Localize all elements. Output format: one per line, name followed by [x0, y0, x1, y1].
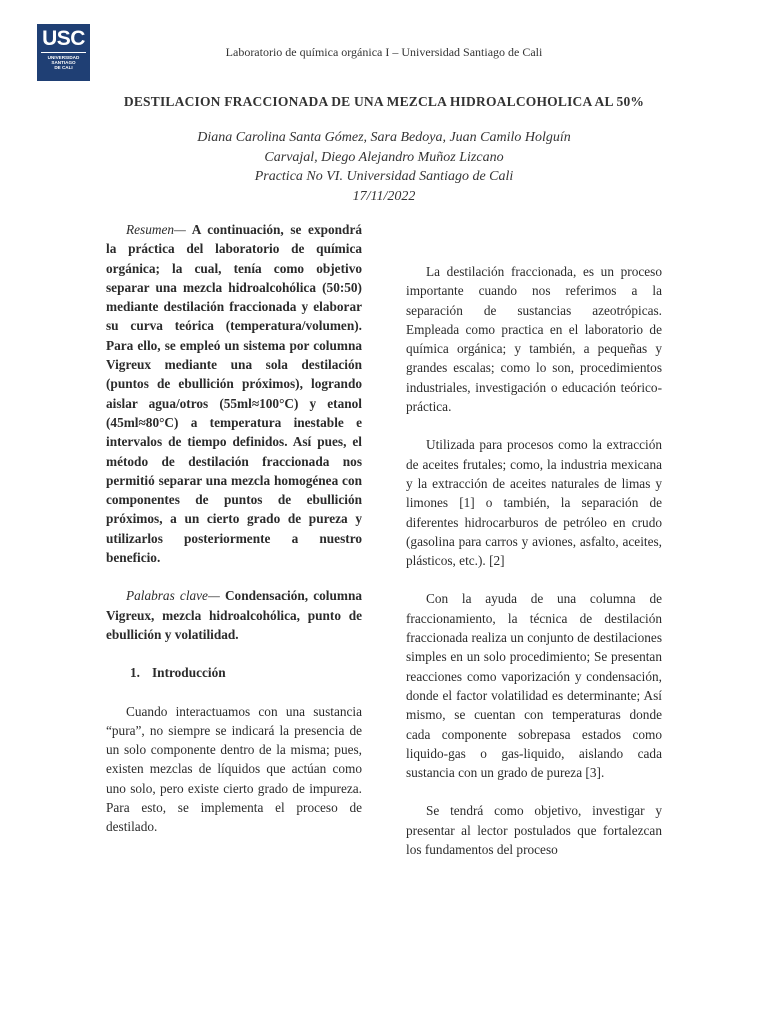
section-title: Introducción — [152, 665, 226, 681]
paper-title: DESTILACION FRACCIONADA DE UNA MEZCLA HIDROALCOHOLICA AL 50% — [123, 94, 645, 109]
publication-date: 17/11/2022 — [352, 188, 416, 204]
abstract-text: A continuación, se expondrá la práctica del laboratorio de química orgánica; la cual, tenía como objetivo separar una mezcla hidroalcohólica (50:50) mediante destilación fraccionada y elaborar su curva teórica (temperatura/volumen). Para ello, se empleó un sistema por columna Vigreux mediante una sola destilación (puntos de ebullición próximos), logrando aislar agua/otros (55ml≈100°C) y etanol (45ml≈80°C) a temperatura inestable e intervalos de tiempo definidos. Así pues, el método de destilación fraccionada nos permitió separar una mezcla homogénea con componentes de puntos de ebullición próximos, a un cierto grado de pureza y utilizarlos posteriormente a nuestro beneficio. — [106, 222, 362, 566]
abstract-label: Resumen— — [126, 222, 186, 237]
keywords-text: Condensación, columna Vigreux, mezcla hidroalcohólica, punto de ebullición y volatilidad. — [106, 588, 362, 642]
authors-line-2: Carvajal, Diego Alejandro Muñoz Lizcano — [264, 149, 504, 165]
left-column — [106, 220, 362, 837]
running-header: Laboratorio de química orgánica I – Universidad Santiago de Cali — [225, 45, 543, 59]
paragraph-4: Se tendrá como objetivo, investigar y presentar al lector postulados que fortalezcan los fundamentos del proceso — [406, 803, 662, 858]
paragraph-1: La destilación fraccionada, es un proceso importante cuando nos referimos a la separación de sustancias azeotrópicas. Empleada como practica en el laboratorio de química orgánica; y también, a pequeñas y grandes escalas; como lo son, procedimientos industriales, investigación o educación teórico-práctica. — [406, 264, 662, 415]
authors-line-1: Diana Carolina Santa Gómez, Sara Bedoya, Juan Camilo Holguín — [197, 130, 571, 145]
abstract — [106, 220, 362, 567]
paragraph-3: Con la ayuda de una columna de fraccionamiento, la técnica de destilación fraccionada realiza un conjunto de destilaciones simples en un solo procedimiento; Se presentan reacciones como vaporización y condensación, donde el factor volatilidad es determinante; Así mismo, se cuentan con temperaturas donde cada componente sobrepasa estados como liquido-gas o gas-liquido, aislando cada sustancia con un grado de pureza [3]. — [406, 591, 662, 781]
section-number: 1. — [130, 665, 140, 681]
intro-paragraph: Cuando interactuamos con una sustancia “pura”, no siempre se indicará la presencia de un solo componente dentro de la misma; pues, existen mezclas de líquidos que actúan como uno solo, pero existe cierto grado de impureza. Para esto, se implementa el proceso de destilado. — [106, 703, 362, 835]
section-heading-introduction — [106, 663, 362, 682]
paragraph-2: Utilizada para procesos como la extracción de aceites frutales; como, la industria mexicana y la extracción de aceites naturales de limas y limones [1] o también, la separación de diferentes hidrocarburos de petróleo en crudo (gasolina para carros y aviones, asfalto, aceites, plásticos, etc.). [2] — [406, 437, 662, 569]
right-column — [406, 262, 662, 859]
logo-line-2: SANTIAGO — [51, 60, 76, 66]
logo-line-3: DE CALI — [54, 65, 73, 71]
keywords-label: Palabras clave— — [126, 588, 220, 604]
keywords — [106, 586, 362, 644]
affiliation: Practica No VI. Universidad Santiago de Cali — [254, 169, 514, 184]
logo-line-1: UNIVERSIDAD — [47, 55, 80, 60]
logo-abbr: USC — [42, 27, 85, 50]
author-block — [150, 128, 618, 206]
